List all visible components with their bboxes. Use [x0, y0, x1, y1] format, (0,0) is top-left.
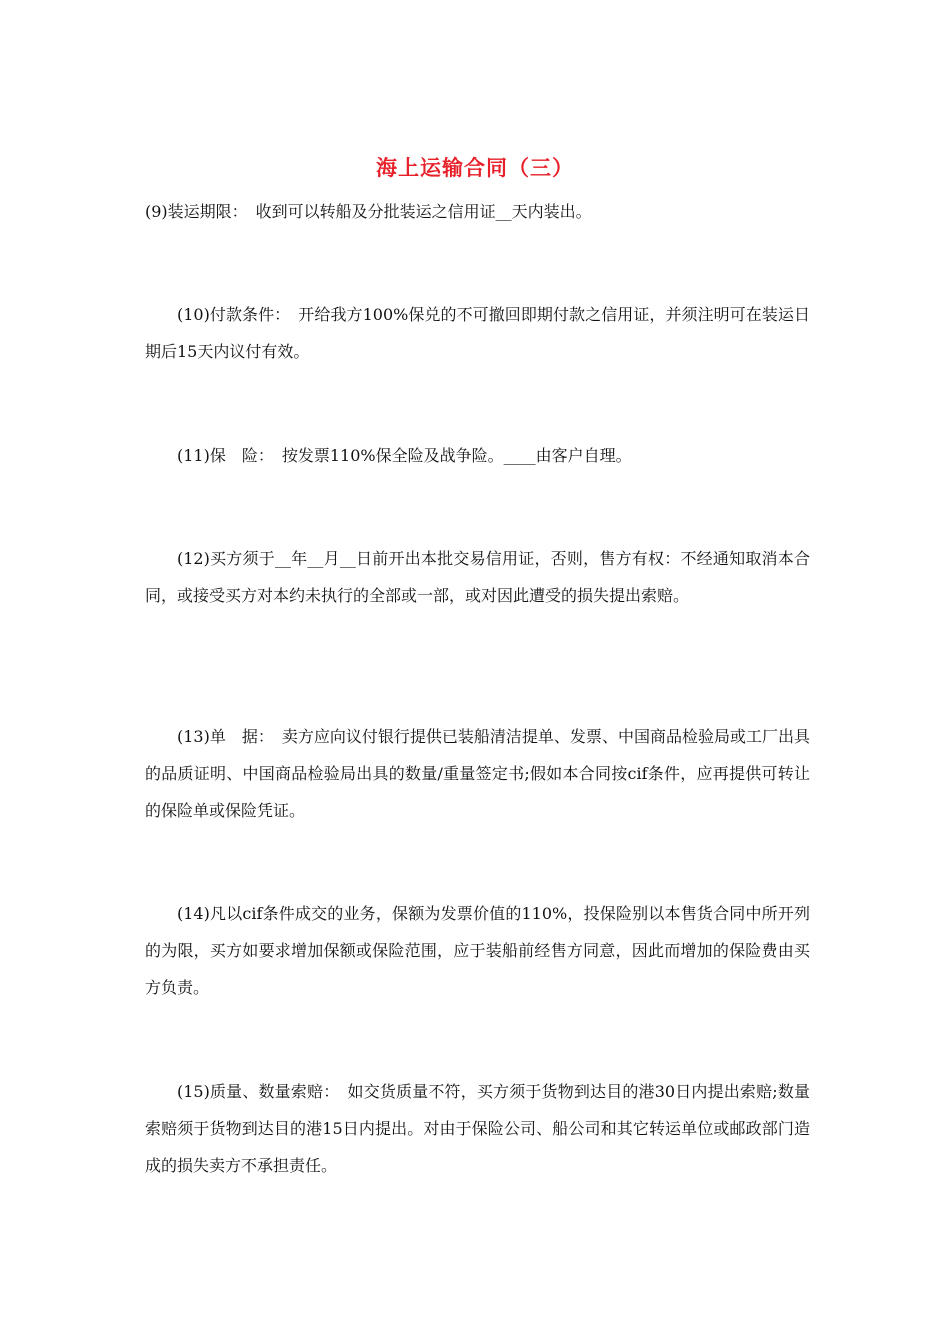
clause-13-documents: (13)单 据： 卖方应向议付银行提供已装船清洁提单、发票、中国商品检验局或工厂出具的品质证明、中国商品检验局出具的数量/重量签定书;假如本合同按cif条件，应再提供可转让的保险单或保险凭证。	[145, 727, 810, 820]
clause-14-cif-insurance: (14)凡以cif条件成交的业务，保额为发票价值的110%，投保险别以本售货合同中所开列的为限，买方如要求增加保额或保险范围，应于装船前经售方同意，因此而增加的保险费由买方负责。	[145, 904, 810, 997]
clause-12-letter-of-credit: (12)买方须于__年__月__日前开出本批交易信用证，否则，售方有权：不经通知取消本合同，或接受买方对本约未执行的全部或一部，或对因此遭受的损失提出索赔。	[145, 549, 810, 605]
document-title: 海上运输合同（三）	[376, 155, 574, 180]
clause-11-insurance: (11)保 险： 按发票110%保全险及战争险。____由客户自理。	[177, 446, 632, 465]
clause-15-claims: (15)质量、数量索赔： 如交货质量不符，买方须于货物到达目的港30日内提出索赔;数量索赔须于货物到达目的港15日内提出。对由于保险公司、船公司和其它转运单位或邮政部门造成的损失卖方不承担责任。	[145, 1082, 810, 1175]
clause-9-shipment-period: (9)装运期限： 收到可以转船及分批装运之信用证__天内装出。	[145, 202, 592, 221]
clause-10-payment-terms: (10)付款条件： 开给我方100%保兑的不可撤回即期付款之信用证，并须注明可在装运日期后15天内议付有效。	[145, 305, 810, 361]
